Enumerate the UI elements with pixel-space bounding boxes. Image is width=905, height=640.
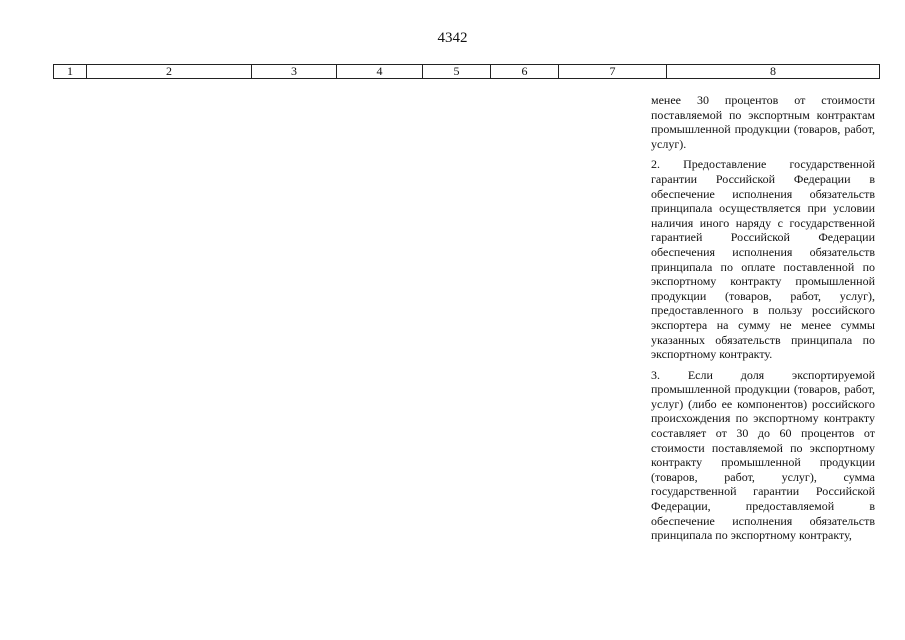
column-number-3: 3 xyxy=(252,65,337,79)
page-number: 4342 xyxy=(437,30,468,46)
column-number-7: 7 xyxy=(559,65,667,79)
table-column-numbers xyxy=(53,64,880,79)
column-8-text xyxy=(651,93,875,549)
column-number-5: 5 xyxy=(423,65,491,79)
column-number-2: 2 xyxy=(87,65,252,79)
paragraph-3: 3. Если доля экспортируемой промышленной продукции (товаров, работ, услуг) (либо ее компонентов) российского происхождения по экспортному контракту составляет от 30 до 60 процентов от стоимости поставляемой по экспортному контракту промышленной продукции (товаров, работ, услуг), сумма государственной гарантии Российской Федерации, предоставляемой в обеспечение исполнения обязательств принципала по экспортному контракту, xyxy=(651,367,875,543)
column-number-8: 8 xyxy=(667,65,880,79)
paragraph-continuation: менее 30 процентов от стоимости поставляемой по экспортным контрактам промышленной продукции (товаров, работ, услуг). xyxy=(651,93,875,151)
paragraph-2: 2. Предоставление государственной гарантии Российской Федерации в обеспечение исполнения обязательств принципала осуществляется при условии наличия иного наряду с государственной гарантией Российской Федерации обеспечения исполнения обязательств принципала по оплате поставленной по экспортному контракту промышленной продукции (товаров, работ, услуг), предоставленного в пользу российского экспортера на сумму не менее суммы указанных обязательств принципала по экспортному контракту. xyxy=(651,157,875,362)
column-number-4: 4 xyxy=(337,65,423,79)
column-number-1: 1 xyxy=(54,65,87,79)
column-number-6: 6 xyxy=(491,65,559,79)
